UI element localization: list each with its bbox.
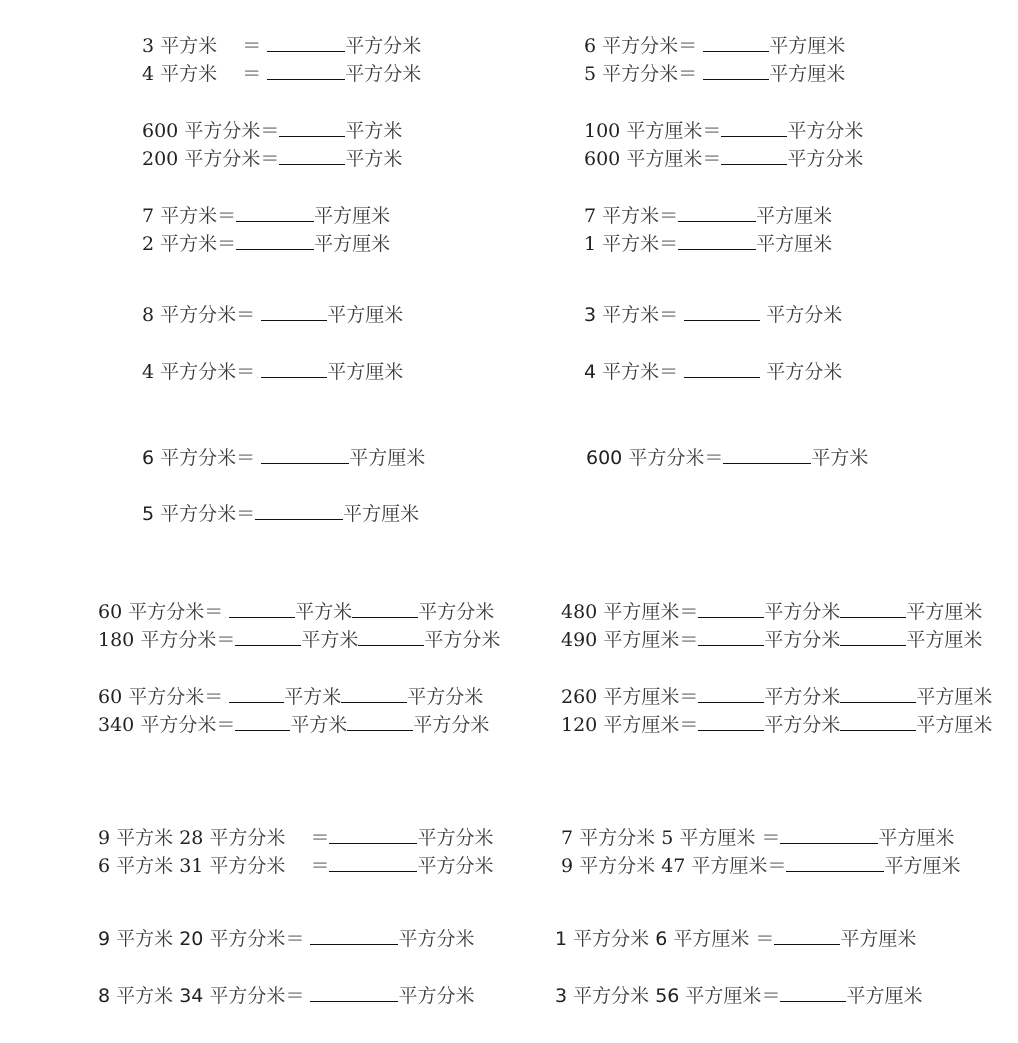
given-value: 4 [584, 361, 603, 383]
mixed-unit-problem [561, 684, 992, 706]
target-unit: 平方厘米 [314, 205, 391, 227]
section1-problem [142, 33, 421, 55]
given-unit: 平方分米 [160, 447, 237, 469]
answer-blank[interactable] [684, 359, 760, 378]
answer-blank[interactable] [678, 203, 756, 222]
given-unit: 平方厘米 [603, 686, 680, 708]
given-value: 60 [98, 601, 129, 623]
target-unit: 平方厘米 [906, 601, 983, 623]
given-value: 5 [142, 503, 161, 525]
target-unit: 平方分米 [413, 714, 490, 736]
target-unit: 平方厘米 [327, 304, 404, 326]
equals-sign: ＝ [236, 503, 256, 525]
equals-sign: ＝ [217, 35, 268, 57]
given-unit-2: 平方厘米 [679, 827, 756, 849]
target-unit: 平方分米 [398, 985, 475, 1007]
equals-sign: ＝ [285, 928, 311, 950]
answer-blank-1[interactable] [698, 627, 764, 646]
equals-sign: ＝ [659, 205, 679, 227]
equals-sign: ＝ [216, 714, 236, 736]
answer-blank-2[interactable] [352, 599, 418, 618]
target-unit: 平方厘米 [343, 503, 420, 525]
target-unit: 平方分米 [760, 304, 843, 326]
answer-blank-1[interactable] [698, 684, 764, 703]
given-unit-1: 平方米 [116, 855, 174, 877]
combine-unit-problem [555, 983, 922, 1005]
given-value: 490 [561, 629, 604, 651]
given-unit: 平方分米 [160, 503, 237, 525]
answer-blank[interactable] [721, 118, 787, 137]
given-value-1: 7 [561, 827, 580, 849]
target-unit: 平方厘米 [756, 233, 833, 255]
given-unit: 平方米 [602, 304, 660, 326]
given-value-2: 5 [655, 827, 680, 849]
middle-unit: 平方分米 [764, 629, 841, 651]
given-value: 480 [561, 601, 604, 623]
middle-unit: 平方分米 [764, 686, 841, 708]
given-value: 8 [142, 304, 161, 326]
answer-blank[interactable] [723, 445, 811, 464]
given-unit-1: 平方米 [116, 928, 174, 950]
given-value: 5 [584, 63, 603, 85]
equals-sign: ＝ [767, 855, 787, 877]
given-unit: 平方分米 [602, 63, 679, 85]
section1-right-problem [586, 445, 868, 467]
given-unit: 平方分米 [128, 686, 205, 708]
equals-sign: ＝ [236, 304, 262, 326]
equals-sign: ＝ [755, 827, 781, 849]
given-unit-2: 平方分米 [209, 985, 286, 1007]
target-unit: 平方分米 [760, 361, 843, 383]
given-value: 6 [142, 447, 161, 469]
given-unit-2: 平方厘米 [673, 928, 750, 950]
given-unit: 平方分米 [140, 629, 217, 651]
section1-right-problem [584, 203, 832, 225]
section1-problem [142, 231, 390, 253]
target-unit: 平方厘米 [769, 63, 846, 85]
given-unit: 平方米 [160, 205, 218, 227]
given-value: 600 [142, 120, 185, 142]
given-value: 200 [142, 148, 185, 170]
equals-sign: ＝ [679, 714, 699, 736]
given-unit: 平方米 [160, 35, 218, 57]
given-unit: 平方米 [160, 233, 218, 255]
answer-blank[interactable] [678, 231, 756, 250]
mixed-unit-problem [561, 627, 982, 649]
given-value: 6 [584, 35, 603, 57]
section1-problem [142, 118, 402, 140]
equals-sign: ＝ [761, 985, 781, 1007]
equals-sign: ＝ [749, 928, 775, 950]
given-value-1: 3 [555, 985, 574, 1007]
given-value: 600 [586, 447, 629, 469]
target-unit: 平方米 [345, 148, 403, 170]
equals-sign: ＝ [217, 63, 268, 85]
answer-blank[interactable] [261, 302, 327, 321]
section1-problem [142, 61, 421, 83]
middle-unit: 平方米 [295, 601, 353, 623]
answer-blank-1[interactable] [698, 712, 764, 731]
given-unit-1: 平方分米 [579, 855, 656, 877]
target-unit: 平方厘米 [769, 35, 846, 57]
given-value-1: 9 [98, 827, 117, 849]
given-value-1: 9 [98, 928, 117, 950]
middle-unit: 平方分米 [764, 714, 841, 736]
equals-sign: ＝ [679, 629, 699, 651]
equals-sign: ＝ [236, 361, 262, 383]
given-unit: 平方分米 [184, 120, 261, 142]
given-unit: 平方分米 [128, 601, 205, 623]
equals-sign: ＝ [260, 120, 280, 142]
equals-sign: ＝ [659, 304, 685, 326]
given-unit: 平方厘米 [603, 629, 680, 651]
answer-blank-1[interactable] [235, 627, 301, 646]
equals-sign: ＝ [285, 985, 311, 1007]
equals-sign: ＝ [702, 148, 722, 170]
answer-blank-2[interactable] [840, 684, 916, 703]
answer-blank[interactable] [267, 61, 345, 80]
given-unit-2: 平方厘米 [685, 985, 762, 1007]
given-value: 1 [584, 233, 603, 255]
answer-blank[interactable] [255, 501, 343, 520]
given-value: 2 [142, 233, 161, 255]
combine-unit-problem [98, 983, 475, 1005]
section1-right-problem [584, 302, 842, 324]
equals-sign: ＝ [702, 120, 722, 142]
combine-unit-problem [555, 926, 916, 948]
equals-sign: ＝ [216, 629, 236, 651]
answer-blank[interactable] [329, 825, 417, 844]
given-value: 3 [584, 304, 603, 326]
given-unit: 平方米 [602, 233, 660, 255]
given-unit: 平方分米 [160, 304, 237, 326]
given-unit: 平方厘米 [603, 601, 680, 623]
given-unit: 平方米 [160, 63, 218, 85]
section1-right-problem [584, 146, 863, 168]
answer-blank[interactable] [279, 118, 345, 137]
equals-sign: ＝ [679, 686, 699, 708]
answer-blank-2[interactable] [840, 712, 916, 731]
answer-blank[interactable] [703, 33, 769, 52]
middle-unit: 平方米 [301, 629, 359, 651]
answer-blank[interactable] [774, 926, 840, 945]
answer-blank[interactable] [261, 445, 349, 464]
section1-problem [142, 146, 402, 168]
section1-right-problem [584, 33, 845, 55]
given-unit: 平方厘米 [603, 714, 680, 736]
given-unit-2: 平方分米 [209, 855, 286, 877]
equals-sign: ＝ [236, 447, 262, 469]
answer-blank[interactable] [780, 825, 878, 844]
answer-blank-1[interactable] [698, 599, 764, 618]
given-unit-2: 平方分米 [209, 827, 286, 849]
given-unit-1: 平方分米 [573, 985, 650, 1007]
combine-unit-problem [98, 825, 494, 847]
target-unit: 平方厘米 [878, 827, 955, 849]
combine-unit-problem [98, 853, 494, 875]
target-unit: 平方分米 [345, 63, 422, 85]
equals-sign: ＝ [659, 233, 679, 255]
equals-sign: ＝ [217, 205, 237, 227]
target-unit: 平方分米 [787, 148, 864, 170]
answer-blank-1[interactable] [235, 712, 290, 731]
target-unit: 平方米 [811, 447, 869, 469]
section1-problem [142, 302, 403, 324]
given-value: 260 [561, 686, 604, 708]
equals-sign: ＝ [285, 855, 330, 877]
target-unit: 平方分米 [787, 120, 864, 142]
target-unit: 平方分米 [424, 629, 501, 651]
given-value-1: 1 [555, 928, 574, 950]
target-unit: 平方厘米 [840, 928, 917, 950]
answer-blank-1[interactable] [229, 599, 295, 618]
given-value-2: 56 [649, 985, 686, 1007]
equals-sign: ＝ [679, 601, 699, 623]
answer-blank[interactable] [279, 146, 345, 165]
target-unit: 平方厘米 [916, 714, 993, 736]
given-value: 180 [98, 629, 141, 651]
middle-unit: 平方分米 [764, 601, 841, 623]
given-value: 600 [584, 148, 627, 170]
answer-blank[interactable] [684, 302, 760, 321]
answer-blank[interactable] [786, 853, 884, 872]
section1-problem [142, 445, 425, 467]
mixed-unit-problem [98, 684, 483, 706]
given-unit: 平方分米 [160, 361, 237, 383]
answer-blank-2[interactable] [341, 684, 407, 703]
middle-unit: 平方米 [284, 686, 342, 708]
section1-problem [142, 501, 419, 523]
section1-right-problem [584, 118, 863, 140]
answer-blank-2[interactable] [840, 599, 906, 618]
target-unit: 平方厘米 [756, 205, 833, 227]
mixed-unit-problem [561, 712, 992, 734]
given-unit-1: 平方米 [116, 985, 174, 1007]
target-unit: 平方厘米 [846, 985, 923, 1007]
given-value-2: 47 [655, 855, 692, 877]
given-unit-1: 平方米 [116, 827, 174, 849]
given-value: 100 [584, 120, 627, 142]
equals-sign: ＝ [678, 35, 704, 57]
equals-sign: ＝ [217, 233, 237, 255]
given-unit: 平方分米 [140, 714, 217, 736]
equals-sign: ＝ [704, 447, 724, 469]
equals-sign: ＝ [204, 686, 230, 708]
section1-right-problem [584, 359, 842, 381]
target-unit: 平方分米 [398, 928, 475, 950]
combine-unit-problem [561, 853, 960, 875]
target-unit: 平方厘米 [314, 233, 391, 255]
equals-sign: ＝ [678, 63, 704, 85]
answer-blank[interactable] [236, 203, 314, 222]
given-unit-1: 平方分米 [579, 827, 656, 849]
given-unit: 平方分米 [184, 148, 261, 170]
section1-right-problem [584, 61, 845, 83]
given-value-2: 28 [173, 827, 210, 849]
given-value-1: 6 [98, 855, 117, 877]
target-unit: 平方厘米 [906, 629, 983, 651]
target-unit: 平方厘米 [916, 686, 993, 708]
answer-blank[interactable] [310, 983, 398, 1002]
section1-problem [142, 203, 390, 225]
equals-sign: ＝ [260, 148, 280, 170]
answer-blank-1[interactable] [229, 684, 284, 703]
equals-sign: ＝ [285, 827, 330, 849]
combine-unit-problem [98, 926, 475, 948]
given-value-2: 6 [649, 928, 674, 950]
target-unit: 平方分米 [407, 686, 484, 708]
target-unit: 平方厘米 [327, 361, 404, 383]
answer-blank-2[interactable] [840, 627, 906, 646]
given-unit: 平方厘米 [626, 148, 703, 170]
given-value: 340 [98, 714, 141, 736]
given-unit: 平方厘米 [626, 120, 703, 142]
answer-blank[interactable] [703, 61, 769, 80]
given-unit: 平方分米 [628, 447, 705, 469]
given-value: 7 [142, 205, 161, 227]
given-value: 4 [142, 63, 161, 85]
combine-unit-problem [561, 825, 954, 847]
given-value: 60 [98, 686, 129, 708]
given-value-2: 34 [173, 985, 210, 1007]
given-value-2: 31 [173, 855, 210, 877]
given-unit: 平方分米 [602, 35, 679, 57]
answer-blank[interactable] [780, 983, 846, 1002]
target-unit: 平方分米 [417, 855, 494, 877]
target-unit: 平方分米 [418, 601, 495, 623]
mixed-unit-problem [561, 599, 982, 621]
target-unit: 平方分米 [417, 827, 494, 849]
given-unit-1: 平方分米 [573, 928, 650, 950]
given-value: 7 [584, 205, 603, 227]
answer-blank[interactable] [329, 853, 417, 872]
mixed-unit-problem [98, 599, 494, 621]
section1-problem [142, 359, 403, 381]
mixed-unit-problem [98, 627, 500, 649]
answer-blank[interactable] [721, 146, 787, 165]
given-value: 4 [142, 361, 161, 383]
middle-unit: 平方米 [290, 714, 348, 736]
given-unit: 平方米 [602, 205, 660, 227]
target-unit: 平方厘米 [884, 855, 961, 877]
answer-blank[interactable] [261, 359, 327, 378]
answer-blank-2[interactable] [358, 627, 424, 646]
equals-sign: ＝ [659, 361, 685, 383]
given-value-1: 9 [561, 855, 580, 877]
equals-sign: ＝ [204, 601, 230, 623]
section1-right-problem [584, 231, 832, 253]
answer-blank[interactable] [310, 926, 398, 945]
given-value-2: 20 [173, 928, 210, 950]
given-value: 3 [142, 35, 161, 57]
given-unit-2: 平方分米 [209, 928, 286, 950]
given-unit-2: 平方厘米 [691, 855, 768, 877]
answer-blank[interactable] [267, 33, 345, 52]
given-value: 120 [561, 714, 604, 736]
target-unit: 平方厘米 [349, 447, 426, 469]
mixed-unit-problem [98, 712, 489, 734]
answer-blank-2[interactable] [347, 712, 413, 731]
target-unit: 平方分米 [345, 35, 422, 57]
given-value-1: 8 [98, 985, 117, 1007]
target-unit: 平方米 [345, 120, 403, 142]
given-unit: 平方米 [602, 361, 660, 383]
answer-blank[interactable] [236, 231, 314, 250]
